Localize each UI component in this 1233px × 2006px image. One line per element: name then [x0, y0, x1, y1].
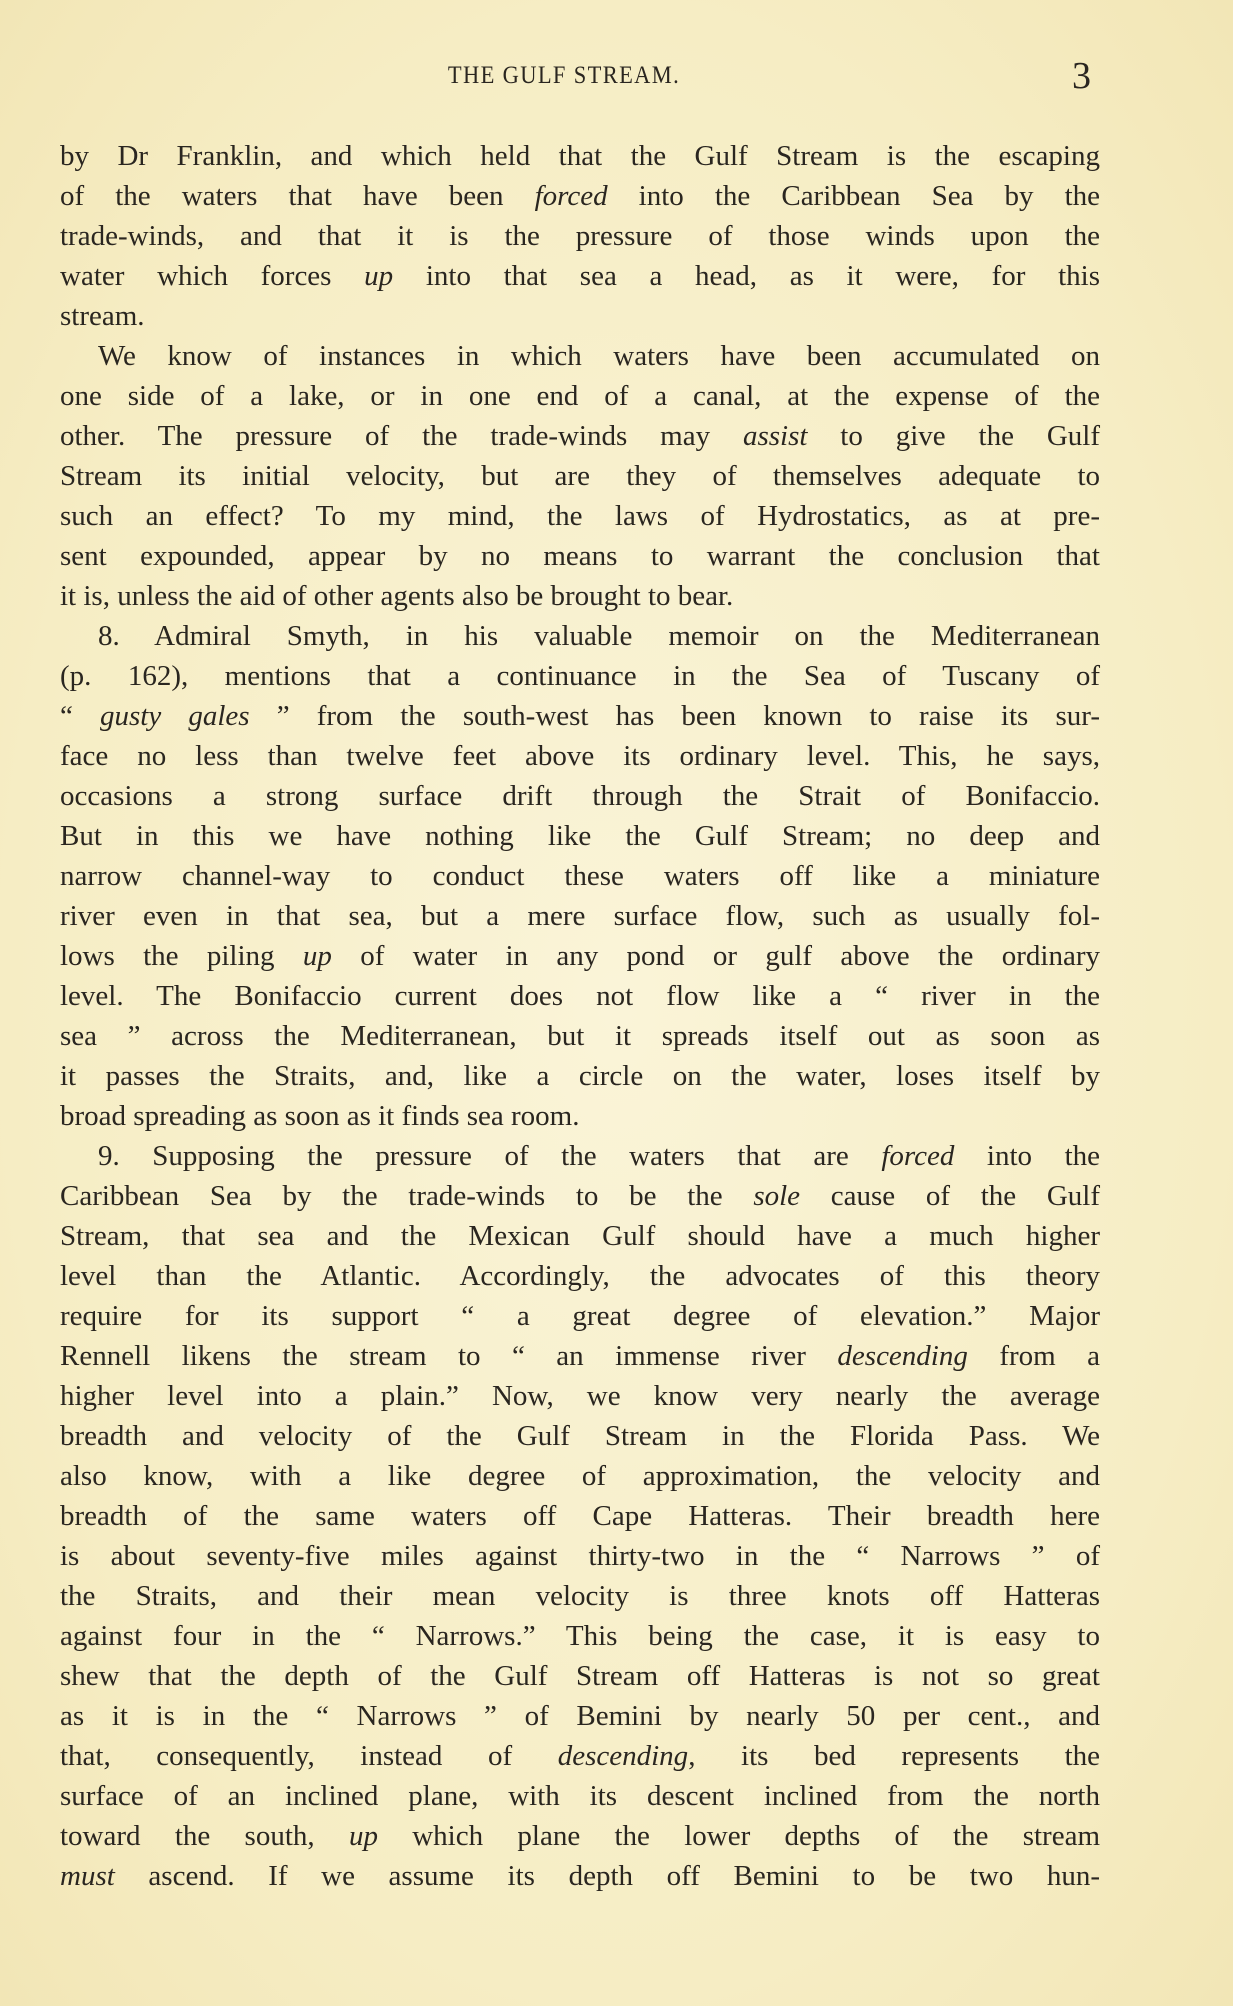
- text-line: require for its support “ a great degree of elevation.” Major: [60, 1300, 1100, 1332]
- text-line: it passes the Straits, and, like a circle on the water, loses itself by: [60, 1060, 1100, 1092]
- text-line: lows the piling up of water in any pond or gulf above the ordinary: [60, 940, 1100, 972]
- text-line: must ascend. If we assume its depth off Bemini to be two hun-: [60, 1860, 1100, 1892]
- text-line: such an effect? To my mind, the laws of Hydrostatics, as at pre-: [60, 500, 1100, 532]
- text-line: narrow channel-way to conduct these waters off like a miniature: [60, 860, 1100, 892]
- text-line: We know of instances in which waters have been accumulated on: [98, 340, 1100, 372]
- page-header: [0, 55, 1233, 102]
- text-line: Stream its initial velocity, but are they of themselves adequate to: [60, 460, 1100, 492]
- text-line: toward the south, up which plane the lower depths of the stream: [60, 1820, 1100, 1852]
- text-line: Stream, that sea and the Mexican Gulf should have a much higher: [60, 1220, 1100, 1252]
- text-line: it is, unless the aid of other agents also be brought to bear.: [60, 580, 734, 612]
- text-line: by Dr Franklin, and which held that the Gulf Stream is the escaping: [60, 140, 1100, 172]
- text-line: But in this we have nothing like the Gulf Stream; no deep and: [60, 820, 1100, 852]
- text-line: of the waters that have been forced into the Caribbean Sea by the: [60, 180, 1100, 212]
- text-line: that, consequently, instead of descending, its bed represents the: [60, 1740, 1100, 1772]
- text-line: also know, with a like degree of approximation, the velocity and: [60, 1460, 1100, 1492]
- text-line: water which forces up into that sea a head, as it were, for this: [60, 260, 1100, 292]
- text-line: “ gusty gales ” from the south-west has been known to raise its sur-: [60, 700, 1100, 732]
- text-line: 9. Supposing the pressure of the waters that are forced into the: [98, 1140, 1101, 1172]
- text-line: breadth of the same waters off Cape Hatteras. Their breadth here: [60, 1500, 1100, 1532]
- text-line: sea ” across the Mediterranean, but it spreads itself out as soon as: [60, 1020, 1100, 1052]
- text-line: surface of an inclined plane, with its descent inclined from the north: [60, 1780, 1100, 1812]
- running-title: THE GULF STREAM.: [447, 62, 681, 89]
- text-line: Caribbean Sea by the trade-winds to be the sole cause of the Gulf: [60, 1180, 1100, 1212]
- text-line: is about seventy-five miles against thirty-two in the “ Narrows ” of: [60, 1540, 1100, 1572]
- text-line: river even in that sea, but a mere surface flow, such as usually fol-: [60, 900, 1100, 932]
- text-line: sent expounded, appear by no means to warrant the conclusion that: [60, 540, 1100, 572]
- text-line: level than the Atlantic. Accordingly, the advocates of this theory: [60, 1260, 1100, 1292]
- text-line: the Straits, and their mean velocity is three knots off Hatteras: [60, 1580, 1100, 1612]
- text-line: breadth and velocity of the Gulf Stream in the Florida Pass. We: [60, 1420, 1100, 1452]
- text-line: occasions a strong surface drift through the Strait of Bonifaccio.: [60, 780, 1100, 812]
- text-line: against four in the “ Narrows.” This being the case, it is easy to: [60, 1620, 1100, 1652]
- text-line: trade-winds, and that it is the pressure of those winds upon the: [60, 220, 1100, 252]
- text-line: one side of a lake, or in one end of a canal, at the expense of the: [60, 380, 1100, 412]
- body-text: [60, 136, 1100, 1896]
- text-line: shew that the depth of the Gulf Stream off Hatteras is not so great: [60, 1660, 1100, 1692]
- text-line: 8. Admiral Smyth, in his valuable memoir on the Mediterranean: [98, 620, 1100, 652]
- page-number: 3: [1072, 55, 1091, 97]
- text-line: face no less than twelve feet above its ordinary level. This, he says,: [60, 740, 1100, 772]
- text-line: as it is in the “ Narrows ” of Bemini by nearly 50 per cent., and: [60, 1700, 1100, 1732]
- text-line: other. The pressure of the trade-winds may assist to give the Gulf: [60, 420, 1100, 452]
- text-line: broad spreading as soon as it finds sea room.: [60, 1100, 580, 1132]
- text-line: stream.: [60, 300, 145, 332]
- text-line: higher level into a plain.” Now, we know very nearly the average: [60, 1380, 1100, 1412]
- text-line: (p. 162), mentions that a continuance in the Sea of Tuscany of: [60, 660, 1100, 692]
- text-line: Rennell likens the stream to “ an immense river descending from a: [60, 1340, 1100, 1372]
- text-line: level. The Bonifaccio current does not flow like a “ river in the: [60, 980, 1100, 1012]
